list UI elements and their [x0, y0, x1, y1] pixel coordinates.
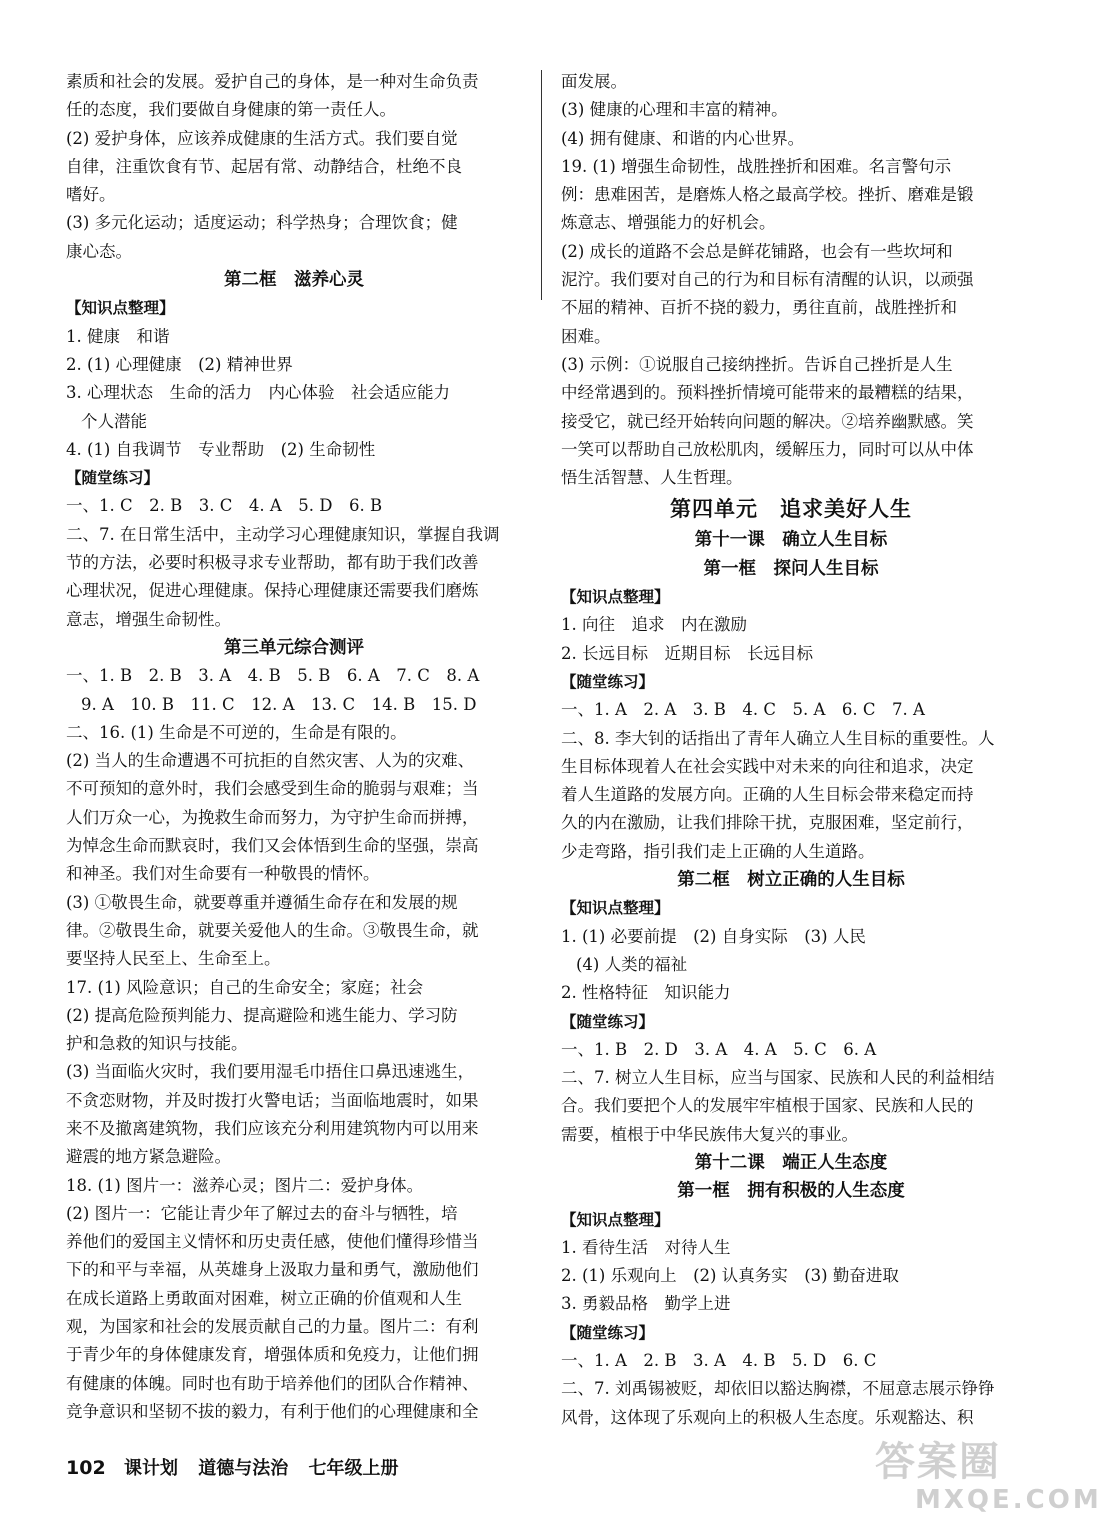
text-line: 不屈的精神、百折不挠的毅力，勇往直前，战胜挫折和: [561, 298, 957, 318]
section-heading: 第一框 探问人生目标: [703, 558, 879, 579]
text-line: (3) 多元化运动；适度运动；科学热身；合理饮食；健: [66, 213, 458, 233]
text-line: 个人潜能: [81, 411, 147, 431]
text-line: 二、7. 刘禹锡被贬，却依旧以豁达胸襟，不屈意志展示铮铮: [561, 1379, 995, 1399]
text-line: 任的态度，我们要做自身健康的第一责任人。: [66, 100, 396, 120]
text-line: 例：患难困苦，是磨炼人格之最高学校。挫折、磨难是锻: [561, 185, 974, 205]
section-heading: 第十一课 确立人生目标: [694, 530, 888, 551]
page-number: 102: [66, 1457, 106, 1479]
text-line: 接受它，就已经开始转向问题的解决。②培养幽默感。笑: [561, 411, 974, 431]
text-line: (3) 当面临火灾时，我们要用湿毛巾捂住口鼻迅速逃生，: [66, 1062, 475, 1082]
watermark-logo: [875, 1439, 1102, 1526]
text-line: (2) 当人的生命遭遇不可抗拒的自然灾害、人为的灾难、: [66, 751, 475, 771]
text-line: 中经常遇到的。预料挫折情境可能带来的最糟糕的结果，: [561, 383, 974, 403]
section-heading: 第三单元综合测评: [224, 637, 364, 658]
section-heading: 第二框 滋养心灵: [224, 270, 364, 291]
text-line: 4. (1) 自我调节 专业帮助 (2) 生命韧性: [66, 439, 376, 459]
text-line: 来不及撤离建筑物，我们应该充分利用建筑物内可以用来: [66, 1118, 479, 1138]
text-line: 合。我们要把个人的发展牢牢植根于国家、民族和人民的: [561, 1096, 974, 1116]
text-line: 节的方法，必要时积极寻求专业帮助，都有助于我们改善: [66, 553, 479, 573]
text-line: 一、1. C 2. B 3. C 4. A 5. D 6. B: [66, 496, 383, 516]
text-line: (3) 健康的心理和丰富的精神。: [561, 100, 788, 120]
section-heading: 第一框 拥有积极的人生态度: [677, 1181, 905, 1202]
text-line: 生目标体现着人在社会实践中对未来的向往和追求，决定: [561, 756, 974, 776]
text-line: 于青少年的身体健康发育，增强体质和免疫力，让他们拥: [66, 1345, 479, 1365]
section-tag: 【随堂练习】: [66, 469, 160, 488]
text-line: 康心态。: [66, 241, 132, 261]
subject-name: 道德与法治: [198, 1458, 289, 1479]
text-line: (4) 拥有健康、和谐的内心世界。: [561, 128, 805, 148]
text-line: 心理状况，促进心理健康。保持心理健康还需要我们磨炼: [66, 581, 479, 601]
text-line: 避震的地方紧急避险。: [66, 1147, 231, 1167]
unit-title: 第四单元 追求美好人生: [670, 496, 912, 522]
text-line: 19. (1) 增强生命韧性，战胜挫折和困难。名言警句示: [561, 156, 952, 176]
section-tag: 【知识点整理】: [561, 1210, 670, 1229]
text-line: 有健康的体魄。同时也有助于培养他们的团队合作精神、: [66, 1373, 479, 1393]
text-line: 风骨，这体现了乐观向上的积极人生态度。乐观豁达、积: [561, 1407, 974, 1427]
text-line: 竞争意识和坚韧不拔的毅力，有利于他们的心理健康和全: [66, 1401, 479, 1421]
section-tag: 【知识点整理】: [66, 299, 175, 318]
text-line: 不贪恋财物，并及时拨打火警电话；当面临地震时，如果: [66, 1090, 479, 1110]
text-line: 护和急救的知识与技能。: [66, 1034, 248, 1054]
text-line: 2. 长远目标 近期目标 长远目标: [561, 643, 813, 663]
text-line: 二、8. 李大钊的话指出了青年人确立人生目标的重要性。人: [561, 728, 995, 748]
text-line: 18. (1) 图片一：滋养心灵；图片二：爱护身体。: [66, 1175, 424, 1195]
text-line: (3) ①敬畏生命，就要尊重并遵循生命存在和发展的规: [66, 892, 458, 912]
text-line: 律。②敬畏生命，就要关爱他人的生命。③敬畏生命，就: [66, 920, 479, 940]
text-line: (2) 提高危险预判能力、提高避险和逃生能力、学习防: [66, 1005, 458, 1025]
text-line: 泥泞。我们要对自己的行为和目标有清醒的认识，以顽强: [561, 270, 974, 290]
grade-label: 七年级上册: [308, 1458, 399, 1479]
text-line: 嗜好。: [66, 185, 116, 205]
text-line: 炼意志、增强能力的好机会。: [561, 213, 776, 233]
section-tag: 【知识点整理】: [561, 588, 670, 607]
section-heading: 第二框 树立正确的人生目标: [677, 870, 905, 891]
column-divider: [541, 292, 542, 300]
text-line: 3. 勇毅品格 勤学上进: [561, 1294, 731, 1314]
left-column: [66, 68, 522, 1426]
text-line: 二、7. 树立人生目标，应当与国家、民族和人民的利益相结: [561, 1068, 995, 1088]
text-line: 悟生活智慧、人生哲理。: [561, 468, 743, 488]
text-line: 为悼念生命而默哀时，我们又会体悟到生命的坚强，崇高: [66, 836, 479, 856]
text-line: (2) 成长的道路不会总是鲜花铺路，也会有一些坎坷和: [561, 241, 953, 261]
text-line: 2. 性格特征 知识能力: [561, 983, 731, 1003]
text-line: (2) 图片一：它能让青少年了解过去的奋斗与牺牲，培: [66, 1203, 458, 1223]
text-line: 二、16. (1) 生命是不可逆的，生命是有限的。: [66, 722, 407, 742]
text-line: 二、7. 在日常生活中，主动学习心理健康知识，掌握自我调: [66, 524, 500, 544]
text-line: 久的内在激励，让我们排除干扰，克服困难，坚定前行，: [561, 813, 974, 833]
text-line: 面发展。: [561, 72, 627, 91]
text-line: 自律，注重饮食有节、起居有常、动静结合，杜绝不良: [66, 156, 462, 176]
text-line: 素质和社会的发展。爱护自己的身体，是一种对生命负责: [66, 72, 479, 91]
text-line: (3) 示例：①说服自己接纳挫折。告诉自己挫折是人生: [561, 354, 953, 374]
right-column: [561, 68, 1021, 1432]
text-line: 需要，植根于中华民族伟大复兴的事业。: [561, 1124, 858, 1144]
text-line: 1. (1) 必要前提 (2) 自身实际 (3) 人民: [561, 926, 866, 946]
section-tag: 【随堂练习】: [561, 1012, 655, 1031]
text-line: 意志，增强生命韧性。: [66, 609, 231, 629]
text-line: 不可预知的意外时，我们会感受到生命的脆弱与艰难；当: [66, 779, 479, 799]
watermark-url: MXQE.COM: [915, 1485, 1102, 1515]
text-line: 一、1. A 2. A 3. B 4. C 5. A 6. C 7. A: [561, 700, 925, 720]
text-line: 困难。: [561, 326, 611, 346]
column-divider: [541, 70, 542, 292]
text-line: 人们万众一心，为挽救生命而努力，为守护生命而拼搏，: [66, 807, 479, 827]
text-line: 少走弯路，指引我们走上正确的人生道路。: [561, 841, 875, 861]
text-line: 一、1. A 2. B 3. A 4. B 5. D 6. C: [561, 1351, 877, 1371]
text-line: (2) 爱护身体，应该养成健康的生活方式。我们要自觉: [66, 128, 458, 148]
text-line: (4) 人类的福祉: [576, 954, 688, 974]
text-line: 2. (1) 乐观向上 (2) 认真务实 (3) 勤奋进取: [561, 1266, 899, 1286]
section-heading: 第十二课 端正人生态度: [694, 1152, 888, 1173]
text-line: 1. 健康 和谐: [66, 326, 170, 346]
section-tag: 【知识点整理】: [561, 899, 670, 918]
text-line: 在成长道路上勇敢面对困难，树立正确的价值观和人生: [66, 1288, 462, 1308]
text-line: 9. A 10. B 11. C 12. A 13. C 14. B 15. D: [81, 694, 477, 714]
text-line: 观，为国家和社会的发展贡献自己的力量。图片二：有利: [66, 1317, 479, 1337]
text-line: 下的和平与幸福，从英雄身上汲取力量和勇气，激励他们: [66, 1260, 479, 1280]
text-line: 养他们的爱国主义情怀和历史责任感，使他们懂得珍惜当: [66, 1232, 479, 1252]
text-line: 要坚持人民至上、生命至上。: [66, 949, 281, 969]
text-line: 一、1. B 2. B 3. A 4. B 5. B 6. A 7. C 8. A: [66, 666, 480, 686]
text-line: 17. (1) 风险意识；自己的生命安全；家庭；社会: [66, 977, 424, 997]
text-line: 着人生道路的发展方向。正确的人生目标会带来稳定而持: [561, 785, 974, 805]
text-line: 2. (1) 心理健康 (2) 精神世界: [66, 354, 293, 374]
text-line: 1. 看待生活 对待人生: [561, 1237, 731, 1257]
section-tag: 【随堂练习】: [561, 672, 655, 691]
watermark-cn: 答案圈: [875, 1439, 1001, 1485]
text-line: 3. 心理状态 生命的活力 内心体验 社会适应能力: [66, 383, 450, 403]
text-line: 一笑可以帮助自己放松肌肉，缓解压力，同时可以从中体: [561, 439, 974, 459]
section-tag: 【随堂练习】: [561, 1323, 655, 1342]
series-name: 课计划: [123, 1458, 178, 1479]
text-line: 一、1. B 2. D 3. A 4. A 5. C 6. A: [561, 1039, 877, 1059]
page-footer: [66, 1454, 413, 1480]
text-line: 1. 向往 追求 内在激励: [561, 615, 747, 635]
text-line: 和神圣。我们对生命要有一种敬畏的情怀。: [66, 864, 380, 884]
